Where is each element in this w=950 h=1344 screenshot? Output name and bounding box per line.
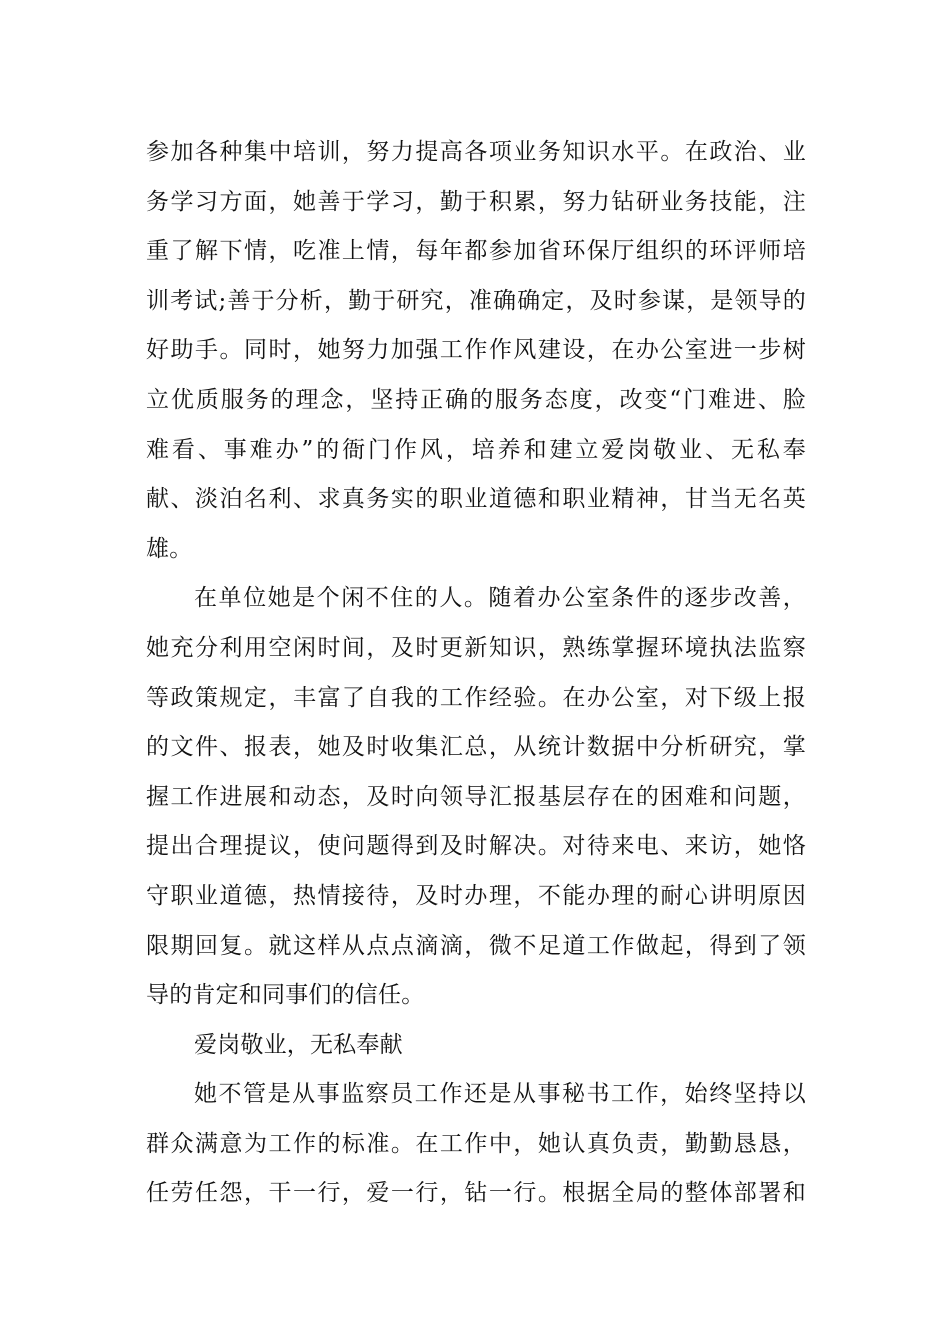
text-line: 务学习方面，她善于学习，勤于积累，努力钻研业务技能，注 — [146, 188, 806, 215]
text-line: 守职业道德，热情接待，及时办理，不能办理的耐心讲明原因 — [146, 882, 806, 909]
text-line: 导的肯定和同事们的信任。 — [146, 982, 425, 1009]
text-line: 好助手。同时，她努力加强工作作风建设，在办公室进一步树 — [146, 337, 806, 364]
text-line: 重了解下情，吃准上情，每年都参加省环保厅组织的环评师培 — [146, 238, 806, 265]
text-line: 提出合理提议，使问题得到及时解决。对待来电、来访，她恪 — [146, 833, 806, 860]
text-line: 等政策规定，丰富了自我的工作经验。在办公室，对下级上报 — [146, 684, 806, 711]
text-line: 雄。 — [146, 535, 193, 562]
text-line: 握工作进展和动态，及时向领导汇报基层存在的困难和问题， — [146, 783, 806, 810]
body-text — [146, 128, 806, 1219]
text-line: 限期回复。就这样从点点滴滴，微不足道工作做起，得到了领 — [146, 932, 806, 959]
text-line: 参加各种集中培训，努力提高各项业务知识水平。在政治、业 — [146, 139, 806, 165]
text-line: 任劳任怨，干一行，爱一行，钻一行。根据全局的整体部署和 — [146, 1180, 806, 1207]
text-line: 她充分利用空闲时间，及时更新知识，熟练掌握环境执法监察 — [146, 634, 806, 661]
text-line: 她不管是从事监察员工作还是从事秘书工作，始终坚持以 — [194, 1081, 806, 1108]
text-line: 训考试;善于分析，勤于研究，准确确定，及时参谋，是领导的 — [146, 287, 806, 314]
text-line: 在单位她是个闲不住的人。随着办公室条件的逐步改善， — [194, 585, 806, 612]
text-line: 献、淡泊名利、求真务实的职业道德和职业精神，甘当无名英 — [146, 486, 806, 513]
text-line: 立优质服务的理念，坚持正确的服务态度，改变“门难进、脸 — [146, 386, 806, 413]
text-line: 爱岗敬业，无私奉献 — [194, 1031, 403, 1058]
text-line: 难看、事难办”的衙门作风，培养和建立爱岗敬业、无私奉 — [146, 436, 806, 463]
text-line: 群众满意为工作的标准。在工作中，她认真负责，勤勤恳恳， — [146, 1130, 806, 1157]
text-line: 的文件、报表，她及时收集汇总，从统计数据中分析研究，掌 — [146, 734, 806, 761]
